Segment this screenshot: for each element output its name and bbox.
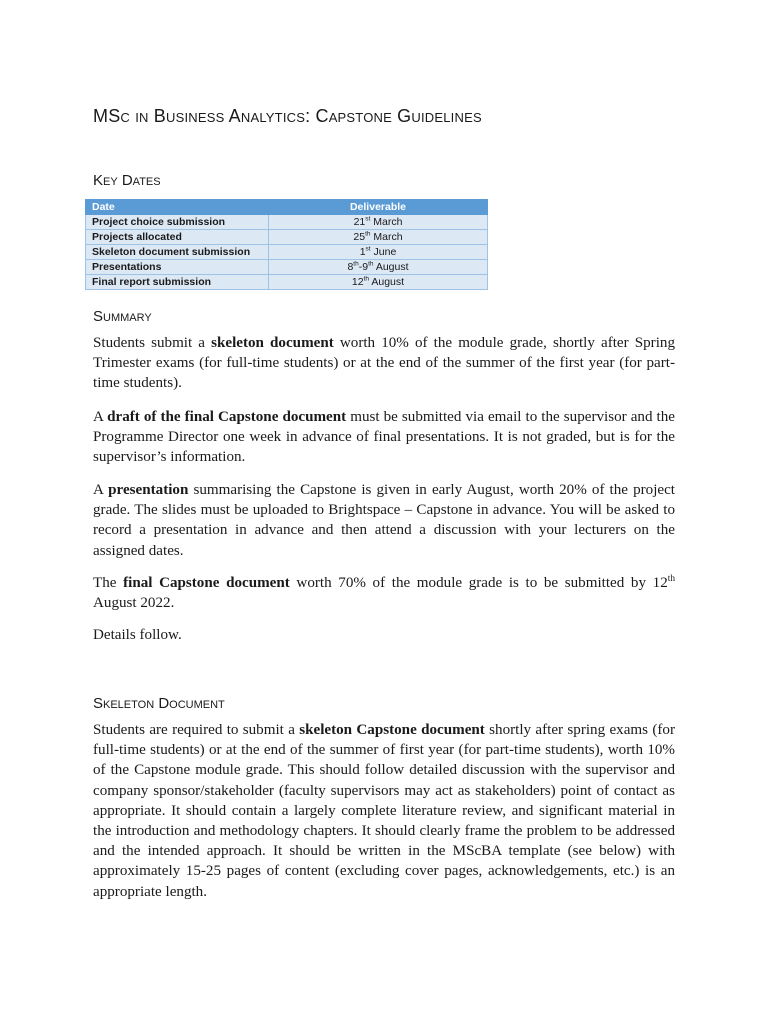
row-label: Projects allocated	[86, 230, 269, 245]
row-date: 8th-9th August	[269, 260, 488, 275]
row-date: 12th August	[269, 275, 488, 290]
key-dates-heading: Key Dates	[93, 172, 161, 189]
summary-paragraph-4: The final Capstone document worth 70% of the module grade is to be submitted by 12th August 2022.	[93, 573, 676, 612]
row-label: Presentations	[86, 260, 269, 275]
row-label: Project choice submission	[86, 215, 269, 230]
table-row	[86, 230, 488, 245]
row-label: Final report submission	[86, 275, 269, 290]
table-row	[86, 260, 488, 275]
table-row	[86, 275, 488, 290]
table-row	[86, 215, 488, 230]
row-date: 1st June	[269, 245, 488, 260]
summary-paragraph-5: Details follow.	[93, 627, 182, 643]
table-header-date: Date	[86, 200, 269, 215]
skeleton-paragraph-1: Students are required to submit a skeleton Capstone document shortly after spring exams (for full-time students) or at the end of the summer of first year (for part-time students), worth 10% of the Capstone module grade. This should follow detailed discussion with the supervisor and company sponsor/stakeholder (faculty supervisors may act as stakeholders) point of contact as appropriate. It should contain a largely complete literature review, and significant material in the introduction and methodology chapters. It should clearly frame the problem to be addressed and the intended approach. It should be written in the MScBA template (see below) with approximately 15-25 pages of content (excluding cover pages, acknowledgements, etc.) is an appropriate length.	[93, 722, 675, 900]
summary-paragraph-3: A presentation summarising the Capstone is given in early August, worth 20% of the project grade. The slides must be uploaded to Brightspace – Capstone in advance. You will be asked to record a presentation in advance and then attend a discussion with your lecturers on the assigned dates.	[93, 482, 675, 559]
table-header-row	[86, 200, 488, 215]
row-date: 25th March	[269, 230, 488, 245]
document-title: MSc in Business Analytics: Capstone Guidelines	[93, 106, 482, 126]
table-header-deliverable: Deliverable	[269, 200, 488, 215]
row-label: Skeleton document submission	[86, 245, 269, 260]
row-date: 21st March	[269, 215, 488, 230]
table-row	[86, 245, 488, 260]
summary-paragraph-1: Students submit a skeleton document worth 10% of the module grade, shortly after Spring Trimester exams (for full-time students) or at the end of the summer of the first year (for part-time students).	[93, 335, 675, 392]
key-dates-table	[85, 199, 488, 290]
summary-paragraph-2: A draft of the final Capstone document must be submitted via email to the supervisor and the Programme Director one week in advance of final presentations. It is not graded, but is for the supervisor’s information.	[93, 409, 675, 466]
skeleton-document-heading: Skeleton Document	[93, 695, 225, 712]
summary-heading: Summary	[93, 308, 152, 325]
